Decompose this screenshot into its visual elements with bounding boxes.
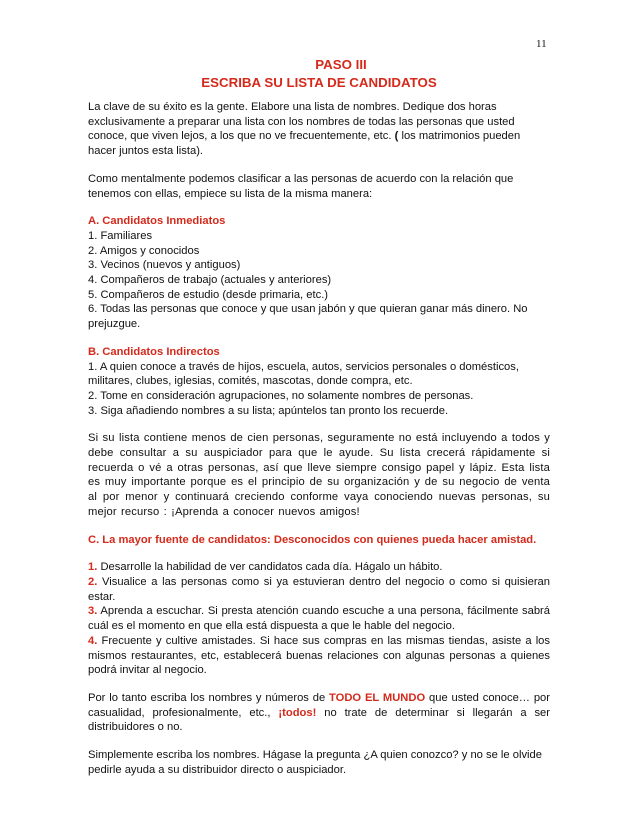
intro-bold-paren: (: [394, 130, 399, 143]
everyone-paragraph: [88, 691, 550, 735]
item-number: 4.: [88, 634, 98, 647]
classify-paragraph: Como mentalmente podemos clasificar a las personas de acuerdo con la relación que tenemos con ellas, empiece su lista de la misma manera:: [88, 172, 514, 200]
list-item: 5. Compañeros de estudio (desde primaria, etc.): [88, 288, 329, 301]
title-step: PASO III: [315, 57, 367, 72]
list-item: 6. Todas las personas que conoce y que usan jabón y que quieran ganar más dinero. No prejuzgue.: [88, 303, 528, 331]
everyone-text-before: Por lo tanto escriba los nombres y números de: [88, 691, 330, 704]
section-b: [88, 345, 550, 419]
item-text: Visualice a las personas como si ya estuvieran dentro del negocio o como si quisieran estar.: [88, 575, 550, 603]
list-item: 2. Amigos y conocidos: [88, 244, 200, 257]
list-item: [88, 634, 550, 678]
item-text: Desarrolle la habilidad de ver candidatos cada día. Hágalo un hábito.: [97, 561, 443, 574]
item-number: 2.: [88, 575, 98, 588]
closing-paragraph: Simplemente escriba los nombres. Hágase la pregunta ¿A quien conozco? y no se le olvide pedirle ayuda a su distribuidor directo o auspiciador.: [88, 749, 542, 776]
list-item: 1. Familiares: [88, 229, 153, 242]
title-heading: ESCRIBA SU LISTA DE CANDIDATOS: [201, 75, 437, 90]
intro-text-end: los matrimonios pueden hacer juntos esta lista).: [88, 130, 521, 158]
item-text: Frecuente y cultive amistades. Si hace sus compras en las mismas tiendas, asiste a los mismos restaurantes, etc, establecerá buenas relaciones con algunas personas a quienes podrá invitar al negocio.: [88, 634, 550, 677]
intro-paragraph: [88, 100, 550, 159]
list-item: 3. Siga añadiendo nombres a su lista; apúntelos tan pronto los recuerde.: [88, 404, 449, 417]
list-item: 1. A quien conoce a través de hijos, escuela, autos, servicios personales o domésticos, militares, clubes, iglesias, comités, mascotas, donde compra, etc.: [88, 360, 519, 388]
list-item: 4. Compañeros de trabajo (actuales y anteriores): [88, 274, 332, 287]
page-number: 11: [536, 38, 547, 50]
list-item: [88, 560, 550, 575]
section-b-title: B. Candidatos Indirectos: [88, 345, 220, 358]
item-text: Aprenda a escuchar. Si presta atención cuando escuche a una persona, fácilmente sabrá cuál es el momento en que ella está dispuesta a que le hable del negocio.: [88, 605, 550, 633]
section-a: [88, 214, 550, 332]
section-c-title: C. La mayor fuente de candidatos: Desconocidos con quienes pueda hacer amistad.: [88, 533, 537, 546]
everyone-text-middle: que usted conoce… por casualidad, profesionalmente, etc.,: [88, 691, 550, 719]
item-number: 3.: [88, 605, 98, 618]
section-a-title: A. Candidatos Inmediatos: [88, 215, 226, 228]
everyone-highlight: TODO EL MUNDO: [329, 691, 426, 704]
list-item: 3. Vecinos (nuevos y antiguos): [88, 259, 241, 272]
page-title: [0, 56, 638, 92]
list-item: 2. Tome en consideración agrupaciones, no solamente nombres de personas.: [88, 389, 474, 402]
list-size-paragraph: Si su lista contiene menos de cien personas, seguramente no está incluyendo a todos y debe consultar a su auspiciador para que le ayude. Su lista crecerá rápidamente si recuerda o vé a otras personas, así que lleve siempre consigo papel y lápiz. Esta lista es muy importante porque es el principio de su organización y de su negocio de venta al por menor y continuará creciendo conforme vaya conociendo nuevas personas, su mejor recurso : ¡Aprenda a conocer nuevos amigos!: [88, 432, 550, 518]
list-item: [88, 575, 550, 604]
item-number: 1.: [88, 561, 98, 574]
section-c: [88, 560, 550, 678]
everyone-exclamation: ¡todos!: [278, 706, 317, 719]
intro-text: La clave de su éxito es la gente. Elabore una lista de nombres. Dedique dos horas exclusivamente a preparar una lista con los nombres de todas las personas que usted conoce, que viven lejos, a los que no ve frecuentemente, etc.: [88, 101, 515, 143]
list-item: [88, 604, 550, 633]
document-body: [88, 100, 550, 790]
everyone-text-after: no trate de determinar si llegarán a ser distribuidores o no.: [88, 706, 550, 734]
